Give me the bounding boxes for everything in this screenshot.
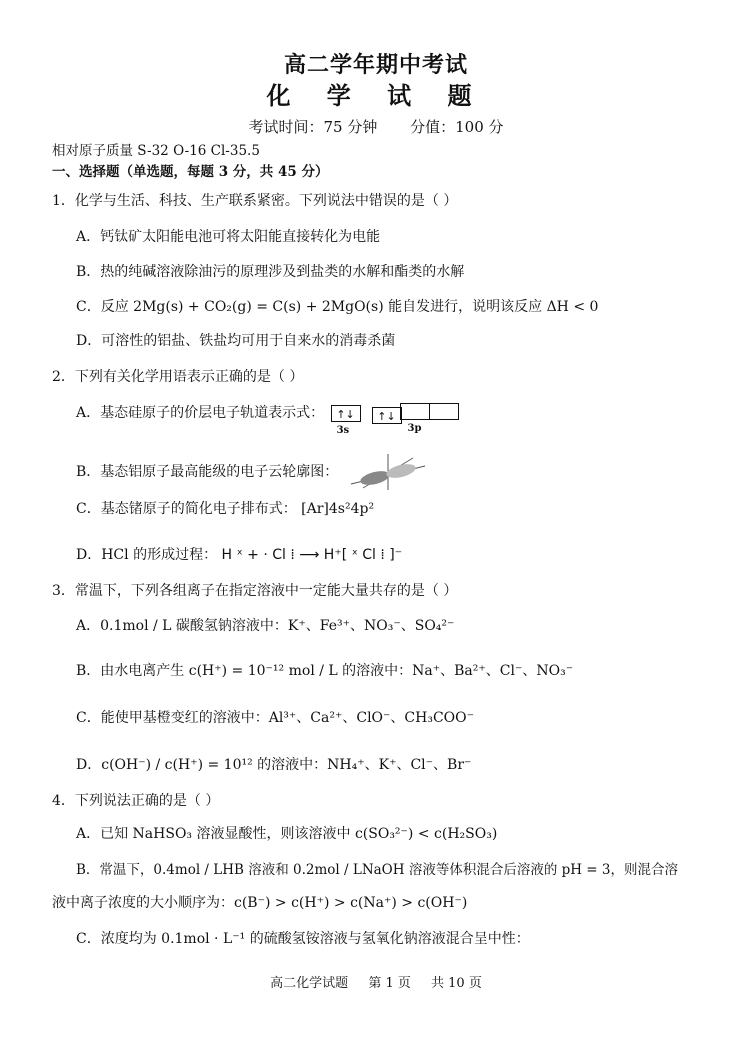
exam-subtitle: 化 学 试 题 (266, 81, 486, 110)
hcl-formation-process: H ˣ + · Cl ⁞ ⟶ H⁺[ ˣ Cl ⁞ ]⁻ (221, 547, 403, 563)
exam-time: 考试时间：75 分钟 (248, 118, 378, 136)
page-footer (0, 972, 752, 991)
question-2-stem: 2．下列有关化学用语表示正确的是（ ） (52, 369, 304, 385)
question-1-stem: 1．化学与生活、科技、生产联系紧密。下列说法中错误的是（ ） (52, 193, 458, 209)
orbital-label-3s: 3s (336, 424, 350, 436)
question-4-option-c: C．浓度均为 0.1mol · L⁻¹ 的硫酸氢铵溶液与氢氧化钠溶液混合呈中性： (76, 931, 530, 947)
atomic-masses: 相对原子质量 S-32 O-16 Cl-35.5 (52, 143, 260, 159)
footer-page: 第 1 页 (368, 976, 411, 991)
question-3-stem: 3．常温下，下列各组离子在指定溶液中一定能大量共存的是（ ） (52, 583, 458, 599)
footer-total: 共 10 页 (431, 976, 482, 991)
question-4-option-b-cont: 液中离子浓度的大小顺序为：c(B⁻) > c(H⁺) > c(Na⁺) > c(OH⁻) (52, 895, 468, 911)
orbital-box-p2 (400, 403, 430, 420)
question-2-option-b-label: B．基态铝原子最高能级的电子云轮廓图： (76, 464, 339, 480)
exam-score: 分值：100 分 (410, 118, 504, 136)
question-3-option-d: D．c(OH⁻) / c(H⁺) = 10¹² 的溶液中：NH₄⁺、K⁺、Cl⁻、Br⁻ (76, 757, 472, 773)
section-title: 一、选择题（单选题，每题 3 分，共 45 分） (52, 164, 329, 180)
question-3-option-c: C．能使甲基橙变红的溶液中：Al³⁺、Ca²⁺、ClO⁻、CH₃COO⁻ (76, 710, 475, 726)
question-2-option-c (76, 498, 374, 518)
question-4-option-b: B．常温下，0.4mol / LHB 溶液和 0.2mol / LNaOH 溶液等体积混合后溶液的 pH = 3，则混合溶 (76, 862, 679, 878)
question-2-option-c-label: C．基态锗原子的简化电子排布式： (76, 501, 297, 517)
orbital-box-p1: ↑↓ (372, 407, 402, 424)
germanium-config: [Ar]4s²4p² (301, 501, 375, 517)
question-4-stem: 4．下列说法正确的是（ ） (52, 793, 220, 809)
question-3-option-a: A．0.1mol / L 碳酸氢钠溶液中：K⁺、Fe³⁺、NO₃⁻、SO₄²⁻ (76, 618, 455, 634)
question-1-option-b: B．热的纯碱溶液除油污的原理涉及到盐类的水解和酯类的水解 (76, 264, 465, 280)
exam-meta (0, 116, 752, 137)
p-orbital-cloud-diagram (343, 452, 433, 492)
question-1-option-d: D．可溶性的铝盐、铁盐均可用于自来水的消毒杀菌 (76, 333, 396, 349)
question-2-option-b (76, 452, 433, 492)
question-2-option-a-label: A．基态硅原子的价层电子轨道表示式： (76, 405, 325, 421)
question-2-option-a (76, 402, 457, 436)
question-1-option-a: A．钙钛矿太阳能电池可将太阳能直接转化为电能 (76, 229, 381, 245)
orbital-box-p3 (429, 403, 459, 420)
orbital-box-s: ↑↓ (331, 405, 361, 422)
exam-title: 高二学年期中考试 (283, 52, 468, 78)
orbital-label-3p: 3p (407, 422, 422, 434)
question-3-option-b: B．由水电离产生 c(H⁺) = 10⁻¹² mol / L 的溶液中：Na⁺、Ba²⁺、Cl⁻、NO₃⁻ (76, 663, 574, 679)
question-2-option-d-label: D．HCl 的形成过程： (76, 547, 218, 563)
question-2-option-d (76, 544, 402, 564)
question-1-option-c: C．反应 2Mg(s) + CO₂(g) = C(s) + 2MgO(s) 能自发进行，说明该反应 ΔH < 0 (76, 299, 599, 315)
question-4-option-a: A．已知 NaHSO₃ 溶液显酸性，则该溶液中 c(SO₃²⁻) < c(H₂SO₃) (76, 826, 498, 842)
orbital-diagram-3s (331, 405, 360, 436)
orbital-diagram-3p (372, 403, 458, 434)
footer-course: 高二化学试题 (270, 976, 349, 991)
